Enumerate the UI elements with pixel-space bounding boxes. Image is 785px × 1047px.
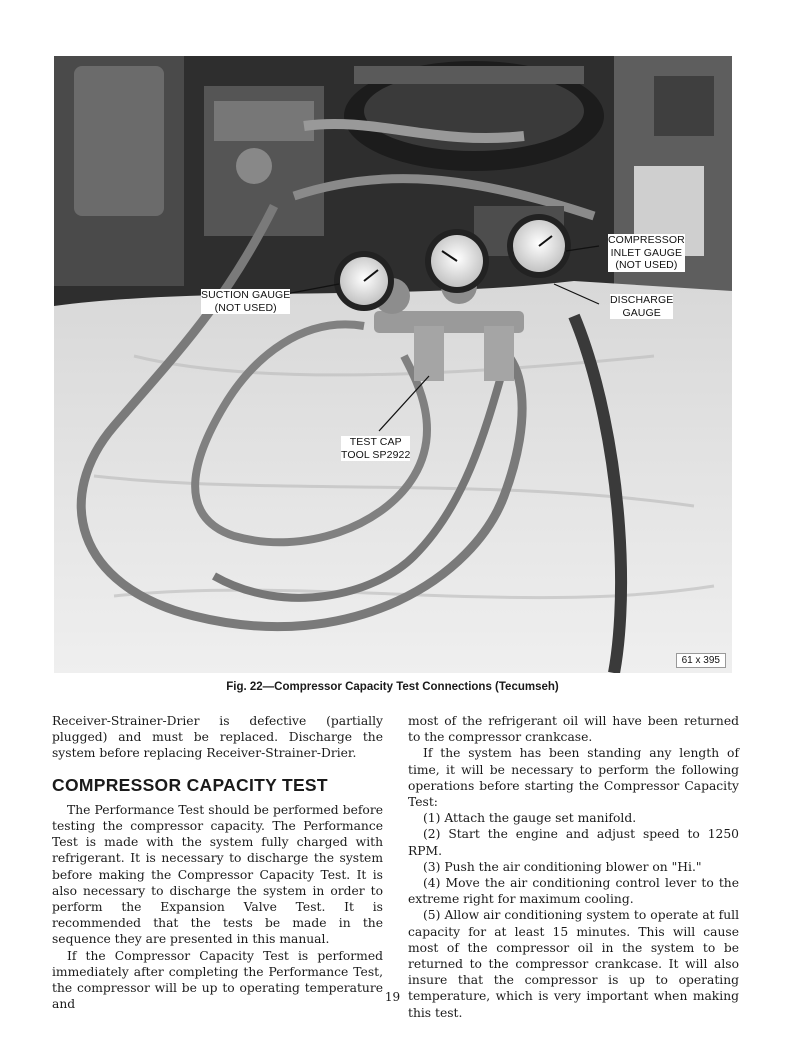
step-item: (4) Move the air conditioning control lever to the extreme right for maximum cooling.	[408, 876, 739, 907]
test-cap-tool-label: TEST CAP TOOL SP2922	[341, 436, 411, 461]
body-paragraph: If the Compressor Capacity Test is performed immediately after completing the Performance Test, the compressor will be up to operating temperature and	[52, 948, 383, 1012]
left-column	[52, 713, 383, 1012]
body-paragraph: The Performance Test should be performed before testing the compressor capacity. The Performance Test is made with the system fully charged with refrigerant. It is necessary to discharge the system before making the Compressor Capacity Test. It is also necessary to discharge the system in order to perform the Expansion Valve Test. It is recommended that the tests be made in the sequence they are presented in this manual.	[52, 802, 383, 947]
step-item: (3) Push the air conditioning blower on "Hi."	[423, 859, 702, 874]
engine-bay-photo-illustration	[54, 56, 732, 673]
step-item: (1) Attach the gauge set manifold.	[423, 811, 637, 826]
step-item: (5) Allow air conditioning system to operate at full capacity for at least 15 minutes. This will cause most of the compressor oil in the system to be returned to the compressor crankcase. It will also insure that the compressor is up to operating temperature, which is very important when making this test.	[408, 908, 739, 1020]
photo-reference-code: 61 x 395	[676, 653, 726, 668]
discharge-gauge-label: DISCHARGE GAUGE	[610, 294, 674, 319]
suction-gauge-label: SUCTION GAUGE (NOT USED)	[201, 289, 291, 314]
section-heading: COMPRESSOR CAPACITY TEST	[52, 774, 328, 795]
figure-photo	[54, 56, 732, 673]
body-paragraph: If the system has been standing any length of time, it will be necessary to perform the following operations before starting the Compressor Capacity Test:	[408, 746, 739, 810]
right-column	[408, 713, 739, 1021]
compressor-inlet-gauge-label: COMPRESSOR INLET GAUGE (NOT USED)	[608, 234, 685, 271]
page-number: 19	[384, 990, 401, 1004]
figure-caption: Fig. 22—Compressor Capacity Test Connections (Tecumseh)	[226, 681, 559, 693]
intro-paragraph: Receiver-Strainer-Drier is defective (partially plugged) and must be replaced. Discharge the system before replacing Receiver-Strainer-Drier.	[52, 714, 383, 761]
continuation-paragraph: most of the refrigerant oil will have been returned to the compressor crankcase.	[408, 714, 739, 745]
step-item: (2) Start the engine and adjust speed to 1250 RPM.	[408, 827, 739, 858]
